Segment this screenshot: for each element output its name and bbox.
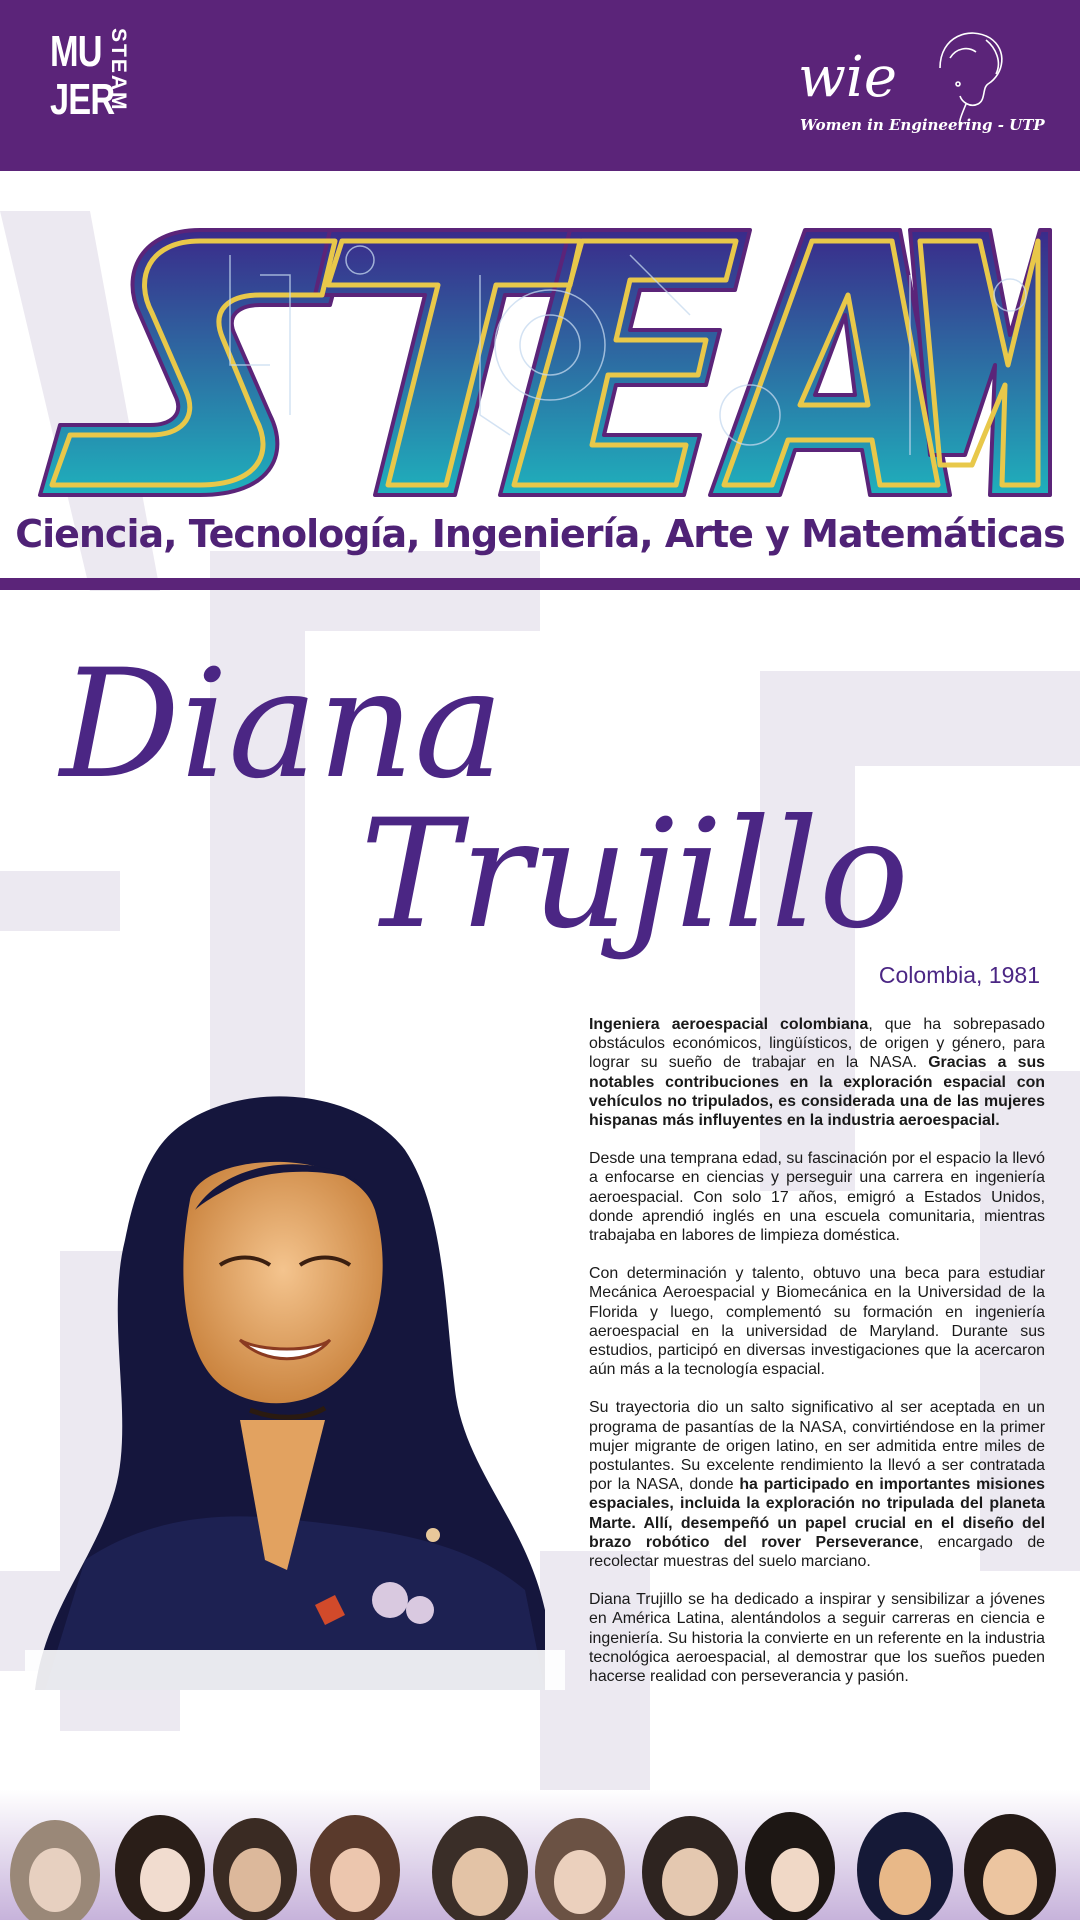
bio-paragraph (589, 1015, 1045, 1130)
bio-paragraph (589, 1398, 1045, 1571)
bio-bold-text: ha participado en importantes misiones espaciales, incluida la exploración no tripulada del planeta Marte. Allí, desempeñó un papel crucial en el diseño del brazo robótico del rover Perseverance (589, 1476, 1045, 1551)
bio-paragraph: Desde una temprana edad, su fascinación por el espacio la llevó a enfocarse en ciencias y perseguir una carrera en ingeniería aeroespacial. Con solo 17 años, emigró a Estados Unidos, donde aprendió inglés en una escuela comunitaria, mientras trabajaba en labores de limpieza doméstica. (589, 1150, 1045, 1245)
profile-first-name: Diana (60, 638, 504, 812)
header-bar (0, 0, 1080, 171)
bio-text: , que ha sobrepasado obstáculos económicos, lingüísticos, de origen y género, para lograr su sueño de trabajar en la NASA. (589, 1016, 1045, 1072)
divider-rule (0, 578, 1080, 590)
bio-bold-text: Ingeniera aeroespacial colombiana (589, 1016, 869, 1033)
logo-line-1: MU (50, 27, 102, 76)
wie-tagline: Women in Engineering - UTP (800, 116, 1045, 134)
bio-paragraph: Con determinación y talento, obtuvo una beca para estudiar Mecánica Aeroespacial y Biomecánica en la Universidad de la Florida y luego, complementó su formación en ingeniería aeroespacial en la universidad de Maryland. Durante sus estudios, participó en diversas investigaciones que la acercaron aún más a la tecnología espacial. (589, 1265, 1045, 1379)
profile-last-name: Trujillo (360, 788, 910, 962)
bio-text: Su trayectoria dio un salto significativo al ser aceptada en un programa de pasantías de la NASA, convirtiéndose en la primer mujer migrante de origen latino, en ser admitida entre miles de postulantes. Su excelente rendimiento la llevó a ser contratada por la NASA, donde (589, 1399, 1045, 1494)
wie-wordmark: wie (798, 45, 897, 110)
logo-vertical-text: STEAM (107, 28, 130, 112)
mujer-steam-logo (50, 26, 150, 136)
bio-bold-text: Gracias a sus notables contribuciones en la exploración espacial con vehículos no tripulados, es considerada una de las mujeres hispanas más influyentes en la industria aeroespacial. (589, 1054, 1046, 1130)
bio-text: , encargado de recolectar muestras del suelo marciano. (589, 1533, 1045, 1571)
banner-subtitle: Ciencia, Tecnología, Ingeniería, Arte y Matemáticas (15, 512, 1065, 556)
women-portraits-strip (0, 1790, 1080, 1920)
profile-origin: Colombia, 1981 (878, 962, 1040, 988)
portrait-illustration (25, 1090, 565, 1690)
profile-bio (589, 1015, 1045, 1705)
logo-line-2: JER (50, 75, 115, 124)
bio-paragraph: Diana Trujillo se ha dedicado a inspirar y sensibilizar a jóvenes en América Latina, alentándolos a seguir carreras en ciencia e ingeniería. Su historia la convierte en un referente en la industria tecnológica aeroespacial, al demostrar que los sueños pueden hacerse realidad con perseverancia y pasión. (589, 1591, 1045, 1686)
steam-title-graphic (30, 215, 1050, 505)
wie-logo (790, 18, 1045, 143)
